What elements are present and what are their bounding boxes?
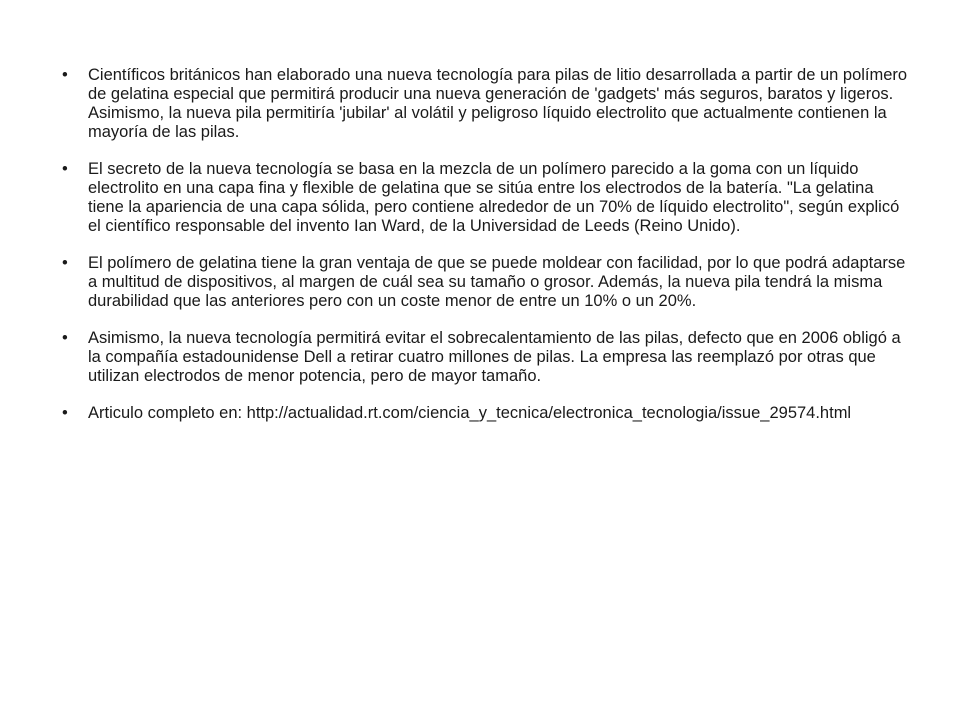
bullet-item-4 xyxy=(62,329,912,386)
paragraph-text: Asimismo, la nueva tecnología permitirá evitar el sobrecalentamiento de las pilas, defecto que en 2006 obligó a la compañía estadounidense Dell a retirar cuatro millones de pilas. La empresa las reemplazó por otras que utilizan electrodos de menor potencia, pero de mayor tamaño. xyxy=(88,329,901,385)
paragraph-text: Científicos británicos han elaborado una nueva tecnología para pilas de litio desarrollada a partir de un polímero de gelatina especial que permitirá producir una nueva generación de 'gadgets' más seguros, baratos y ligeros. Asimismo, la nueva pila permitiría 'jubilar' al volátil y peligroso líquido electrolito que actualmente contienen la mayoría de las pilas. xyxy=(88,66,908,141)
bullet-list xyxy=(62,66,912,441)
bullet-icon: • xyxy=(62,404,68,422)
bullet-icon: • xyxy=(62,160,68,178)
bullet-item-3 xyxy=(62,254,912,311)
bullet-item-2 xyxy=(62,160,912,236)
paragraph-text: El secreto de la nueva tecnología se basa en la mezcla de un polímero parecido a la goma con un líquido electrolito en una capa fina y flexible de gelatina que se sitúa entre los electrodos de la batería. "La gelatina tiene la apariencia de una capa sólida, pero contiene alrededor de un 70% de líquido electrolito", según explicó el científico responsable del invento Ian Ward, de la Universidad de Leeds (Reino Unido). xyxy=(88,160,900,235)
bullet-icon: • xyxy=(62,254,68,272)
bullet-icon: • xyxy=(62,66,68,84)
bullet-item-5 xyxy=(62,404,912,423)
bullet-icon: • xyxy=(62,329,68,347)
paragraph-text: Articulo completo en: http://actualidad.rt.com/ciencia_y_tecnica/electronica_tecnologia/issue_29574.html xyxy=(88,404,852,422)
bullet-item-1 xyxy=(62,66,912,142)
paragraph-text: El polímero de gelatina tiene la gran ventaja de que se puede moldear con facilidad, por lo que podrá adaptarse a multitud de dispositivos, al margen de cuál sea su tamaño o grosor. Además, la nueva pila tendrá la misma durabilidad que las anteriores pero con un coste menor de entre un 10% o un 20%. xyxy=(88,254,906,310)
